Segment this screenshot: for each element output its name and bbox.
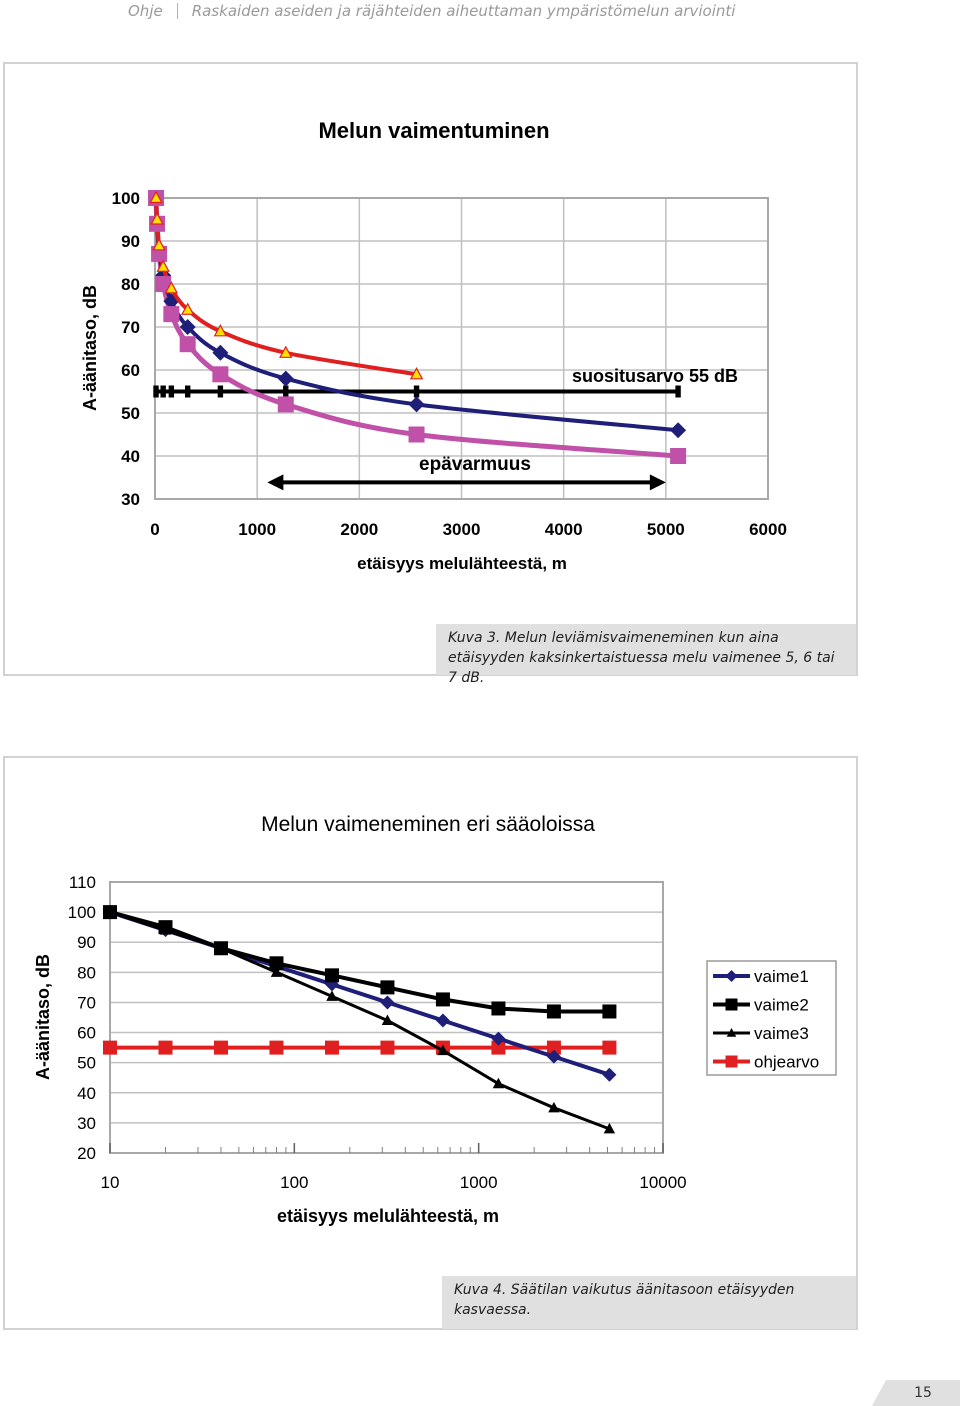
chart2-legend-swatch-marker xyxy=(726,999,738,1011)
chart2-point-vaime1 xyxy=(380,995,394,1009)
chart2-point-ohjearvo xyxy=(602,1041,616,1055)
chart2-point-ohjearvo xyxy=(325,1041,339,1055)
chart1-y-axis-label: A-äänitaso, dB xyxy=(80,284,100,412)
chart1-x-tick-label: 4000 xyxy=(544,520,583,539)
chart1-x-tick-label: 1000 xyxy=(238,520,277,539)
chart1-x-tick-label: 5000 xyxy=(646,520,685,539)
chart1-x-tick-label: 6000 xyxy=(749,520,787,539)
chart2-point-vaime2 xyxy=(491,1001,505,1015)
chart2-title: Melun vaimeneminen eri sääoloissa xyxy=(261,813,595,836)
chart1-annotation-uncertainty: epävarmuus xyxy=(419,454,531,475)
page-number: 15 xyxy=(886,1380,960,1406)
chart2-point-ohjearvo xyxy=(269,1041,283,1055)
chart1-x-axis-label: etäisyys melulähteestä, m xyxy=(357,554,567,573)
chart2-y-tick-label: 40 xyxy=(77,1083,96,1103)
chart2-legend-label: vaime2 xyxy=(754,995,809,1015)
chart2-legend-label: vaime3 xyxy=(754,1024,809,1043)
chart2-y-tick-label: 110 xyxy=(68,873,96,892)
chart2-point-vaime2 xyxy=(325,968,339,982)
chart2-legend-swatch-marker xyxy=(726,1056,738,1068)
chart2-y-tick-label: 90 xyxy=(77,933,96,953)
figure-2-caption: Kuva 4. Säätilan vaikutus äänitasoon etäisyyden kasvaessa. xyxy=(442,1276,856,1329)
chart2-x-axis-label: etäisyys melulähteestä, m xyxy=(276,1206,500,1226)
chart2-point-vaime2 xyxy=(214,941,228,955)
chart2-x-tick-label: 10000 xyxy=(639,1173,687,1192)
chart2-point-vaime2 xyxy=(602,1004,616,1018)
chart2-y-tick-label: 80 xyxy=(77,963,96,983)
chart2-point-vaime1 xyxy=(602,1068,616,1082)
chart2-y-axis-label: A-äänitaso, dB xyxy=(33,953,53,1081)
chart1-y-tick-label: 80 xyxy=(121,275,140,294)
chart2-y-tick-label: 60 xyxy=(77,1023,96,1043)
chart2-point-vaime2 xyxy=(158,920,172,934)
chart2-y-tick-label: 20 xyxy=(77,1144,96,1163)
chart2-y-tick-label: 30 xyxy=(77,1113,96,1133)
chart2-point-vaime2 xyxy=(380,980,394,994)
chart2-y-tick-label: 70 xyxy=(77,993,96,1013)
chart2-x-tick-label: 100 xyxy=(280,1173,309,1192)
chart2-point-vaime2 xyxy=(436,992,450,1006)
chart2-y-tick-label: 50 xyxy=(77,1053,96,1073)
chart1-x-tick-label: 3000 xyxy=(442,520,481,539)
chart1-x-tick-label: 0 xyxy=(150,520,160,539)
chart2-series-line-vaime3 xyxy=(110,912,609,1129)
chart2-x-tick-label: 10 xyxy=(100,1173,120,1192)
chart2-point-vaime1 xyxy=(436,1014,450,1028)
chart1-annotation-limit: suositusarvo 55 dB xyxy=(571,366,738,386)
chart2-point-ohjearvo xyxy=(380,1041,394,1055)
chart1-y-tick-label: 90 xyxy=(121,232,140,251)
chart1-y-tick-label: 30 xyxy=(121,490,140,509)
chart1-title: Melun vaimentuminen xyxy=(318,118,550,143)
chart1-x-tick-label: 2000 xyxy=(340,520,379,539)
chart1-y-tick-label: 50 xyxy=(121,404,140,423)
chart2-series-line-vaime2 xyxy=(110,912,609,1011)
chart1-y-tick-label: 100 xyxy=(111,189,140,208)
chart2-legend-label: ohjearvo xyxy=(754,1052,820,1072)
chart2-y-tick-label: 100 xyxy=(67,903,96,923)
chart2-point-vaime2 xyxy=(103,905,117,919)
chart2-x-tick-label: 1000 xyxy=(459,1173,498,1192)
chart1-y-tick-label: 70 xyxy=(121,318,140,337)
chart2-point-vaime2 xyxy=(269,956,283,970)
chart2-point-ohjearvo xyxy=(158,1041,172,1055)
chart2-legend-label: vaime1 xyxy=(754,967,809,986)
figure-1-caption: Kuva 3. Melun leviämisvaimeneminen kun aina etäisyyden kaksinkertaistuessa melu vaimenee 5, 6 tai 7 dB. xyxy=(436,624,856,675)
header-title: Raskaiden aseiden ja räjähteiden aiheuttaman ympäristömelun arviointi xyxy=(191,2,736,20)
header-section: Ohje xyxy=(128,2,163,20)
chart2-point-ohjearvo xyxy=(214,1041,228,1055)
chart1-y-tick-label: 60 xyxy=(121,361,140,380)
chart1-y-tick-label: 40 xyxy=(121,447,140,466)
chart2-legend xyxy=(707,961,836,1075)
chart2-point-vaime2 xyxy=(547,1004,561,1018)
chart2-point-ohjearvo xyxy=(103,1041,117,1055)
